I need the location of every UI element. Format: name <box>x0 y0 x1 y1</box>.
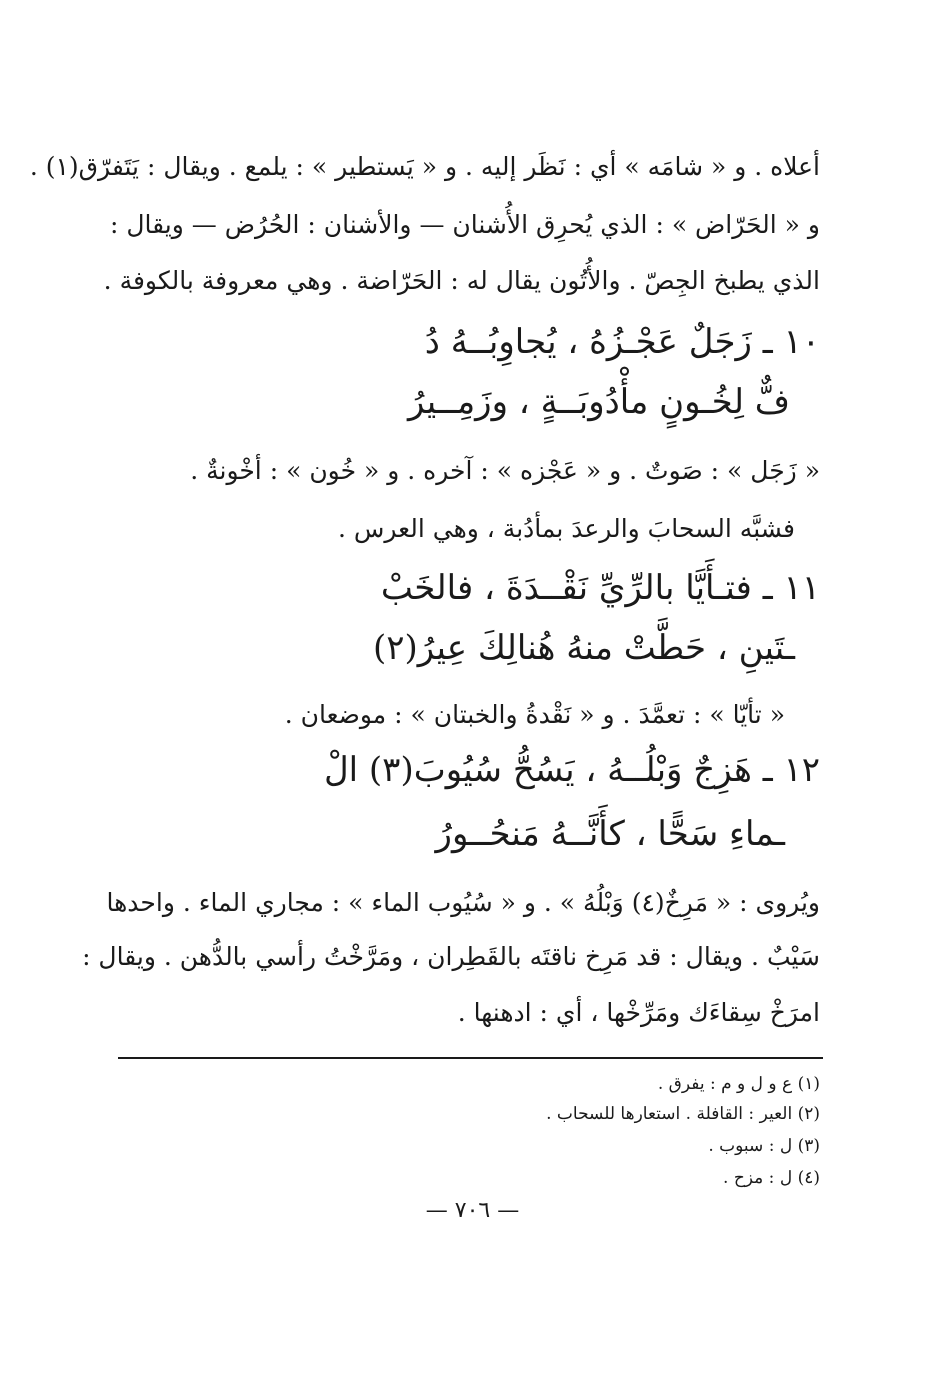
commentary-line: الذي يطبخ الجِصّ . والأُتُون يقال له : الحَرّاضة . وهي معروفة بالكوفة . <box>103 266 820 295</box>
footnote: (٤) ل : مزح . <box>723 1168 820 1188</box>
page-number: — ٧٠٦ — <box>425 1198 520 1223</box>
verse-10-first-hemistich: ١٠ ـ زَجَلٌ عَجْـزُهُ ، يُجاوِبُــهُ دُ <box>424 322 820 362</box>
verse-12-second-hemistich: ـماءِ سَحًّا ، كأَنَّــهُ مَنحُــورُ <box>435 814 785 854</box>
commentary-line: ويُروى : « مَرِخٌ(٤) وَبْلُهُ » . و « سُيُوب الماء » : مجاري الماء . واحدها <box>106 888 820 917</box>
commentary-line: و « الحَرّاض » : الذي يُحرِق الأُشنان — والأشنان : الحُرُض — ويقال : <box>110 210 820 239</box>
verse-11-first-hemistich: ١١ ـ فتـأَيَّا بالرِّيِّ نَقْــدَةَ ، فالخَبْ <box>380 568 820 608</box>
commentary-line: « زَجَل » : صَوتٌ . و « عَجْزه » : آخره . و « خُون » : أخْونةٌ . <box>190 456 820 485</box>
footnote: (٣) ل : سبوب . <box>708 1136 820 1156</box>
verse-12-first-hemistich: ١٢ ـ هَزِجٌ وَبْلُــهُ ، يَسُحُّ سُيُوبَ(٣) الْ <box>323 750 820 790</box>
commentary-line: « تأيّا » : تعمَّدَ . و « نَقْدةُ والخبتان » : موضعان . <box>284 700 785 729</box>
commentary-line: سَيْبٌ . ويقال : قد مَرِخ ناقتَه بالقَطِران ، ومَرَّخْتُ رأسي بالدُّهن . ويقال : <box>82 942 820 971</box>
commentary-line: فشبَّه السحابَ والرعدَ بمأدُبة ، وهي العرس . <box>337 514 795 543</box>
footnote: (١) ع و ل و م : يفرق . <box>657 1074 820 1094</box>
commentary-line: أعلاه . و « شامَه » أي : نَظَر إليه . و « يَستطير » : يلمع . ويقال : يَتَفرّق(١) . <box>29 152 820 181</box>
commentary-line: امرَخْ سِقاءَك ومَرِّخْها ، أي : ادهنها . <box>457 998 820 1027</box>
footnote-divider <box>118 1057 823 1059</box>
verse-10-second-hemistich: فٌّ لِخُـونٍ مأْدُوبَــةٍ ، وزَمِــيرُ <box>408 382 790 422</box>
footnote: (٢) العير : القافلة . استعارها للسحاب . <box>546 1104 820 1124</box>
verse-11-second-hemistich: ـتَينِ ، حَطَّتْ منهُ هُنالِكَ عِيرُ(٢) <box>372 628 795 668</box>
